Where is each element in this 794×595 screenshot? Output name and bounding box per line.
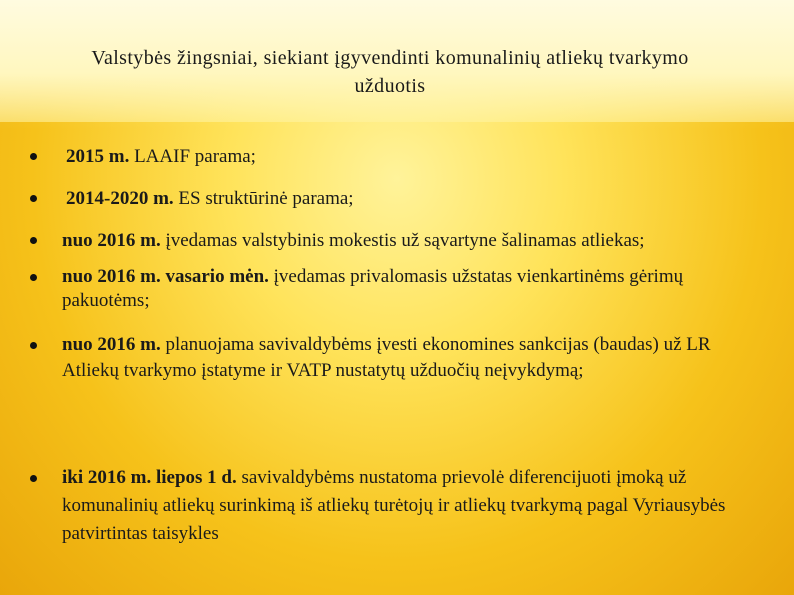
list-item-text xyxy=(62,332,752,384)
bullet-icon xyxy=(30,237,37,244)
bullet-icon xyxy=(30,475,37,482)
list-item-text xyxy=(62,265,752,313)
list-item-rest: įvedamas valstybinis mokestis už sąvartyne šalinamas atliekas; xyxy=(160,230,645,251)
list-item-bold: nuo 2016 m. vasario mėn. xyxy=(62,266,269,287)
list-item-text xyxy=(66,142,756,171)
list-item-bold: 2015 m. xyxy=(66,146,130,167)
list-item-rest: planuojama savivaldybėms įvesti ekonomines sankcijas (baudas) už LR Atliekų tvarkymo įstatyme ir VATP nustatytų užduočių neįvykdymą; xyxy=(62,334,711,381)
list-item-rest: įvedamas privalomasis užstatas vienkartinėms gėrimų pakuotėms; xyxy=(62,266,684,311)
bullet-icon xyxy=(30,342,37,349)
list-item-text xyxy=(66,184,756,213)
list-item-rest: savivaldybėms nustatoma prievolė diferencijuoti įmoką už komunalinių atliekų surinkimą iš atliekų turėtojų ir atliekų tvarkymą pagal Vyriausybės patvirtintas taisykles xyxy=(62,467,726,544)
bullet-icon xyxy=(30,153,37,160)
bullet-icon xyxy=(30,274,37,281)
bullet-icon xyxy=(30,195,37,202)
list-item-bold: 2014-2020 m. xyxy=(66,188,174,209)
list-item-bold: nuo 2016 m. xyxy=(62,334,161,355)
list-item-bold: nuo 2016 m. xyxy=(62,230,161,251)
slide-title: Valstybės žingsniai, siekiant įgyvendinti komunalinių atliekų tvarkymo užduotis xyxy=(91,47,689,97)
list-item-rest: LAAIF parama; xyxy=(129,146,256,167)
list-item-text xyxy=(62,464,752,548)
list-item-text xyxy=(62,226,752,255)
list-item-rest: ES struktūrinė parama; xyxy=(173,188,354,209)
list-item-bold: iki 2016 m. liepos 1 d. xyxy=(62,467,237,488)
